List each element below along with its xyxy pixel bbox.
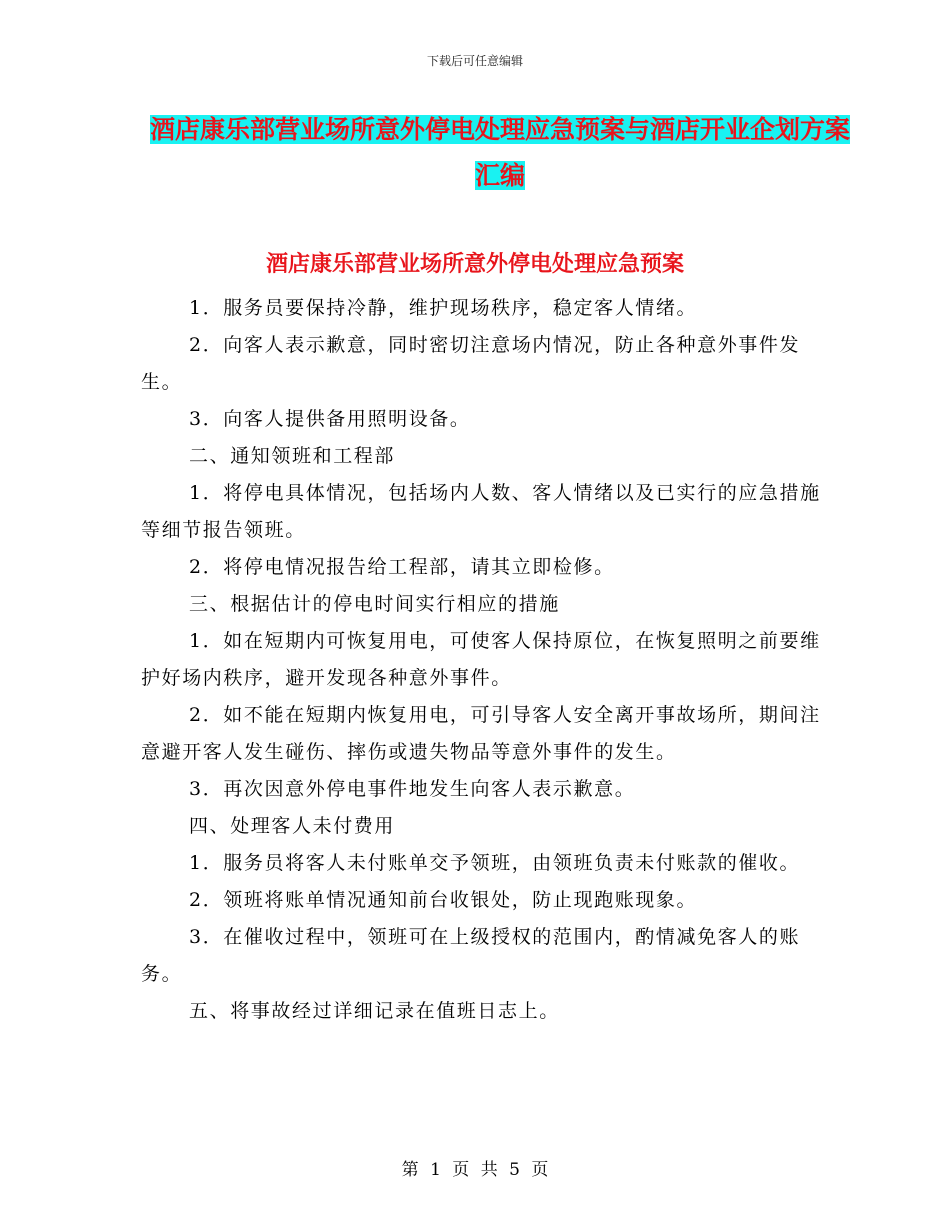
paragraph: 1．将停电具体情况，包括场内人数、客人情绪以及已实行的应急措施等细节报告领班。 [141,482,821,541]
document-title-text: 酒店康乐部营业场所意外停电处理应急预案与酒店开业企划方案汇编 [150,115,851,190]
paragraph: 2．如不能在短期内恢复用电，可引导客人安全离开事故场所，期间注意避开客人发生碰伤、摔伤或遗失物品等意外事件的发生。 [141,704,821,763]
document-title [150,107,850,199]
header-note: 下载后可任意编辑 [426,54,523,68]
paragraph: 2．向客人表示歉意，同时密切注意场内情况，防止各种意外事件发生。 [141,334,801,393]
paragraph: 3．向客人提供备用照明设备。 [189,408,471,430]
paragraph: 1．服务员要保持冷静，维护现场秩序，稳定客人情绪。 [189,297,698,319]
paragraph: 3．在催收过程中，领班可在上级授权的范围内，酌情减免客人的账务。 [141,926,801,985]
paragraph: 1．如在短期内可恢复用电，可使客人保持原位，在恢复照明之前要维护好场内秩序，避开发现各种意外事件。 [141,630,821,689]
paragraph: 2．将停电情况报告给工程部，请其立即检修。 [189,556,615,578]
section-heading: 五、将事故经过详细记录在值班日志上。 [189,1000,560,1022]
paragraph: 1．服务员将客人未付账单交予领班，由领班负责未付账款的催收。 [189,852,801,874]
paragraph: 3．再次因意外停电事件地发生向客人表示歉意。 [189,778,636,800]
body-text [141,290,821,1030]
section-title: 酒店康乐部营业场所意外停电处理应急预案 [265,251,684,277]
page-number-footer: 第 1 页 共 5 页 [401,1160,549,1180]
paragraph: 2．领班将账单情况通知前台收银处，防止现跑账现象。 [189,889,698,911]
section-heading: 二、通知领班和工程部 [189,445,396,467]
section-heading: 三、根据估计的停电时间实行相应的措施 [189,593,560,615]
section-heading: 四、处理客人未付费用 [189,815,396,837]
